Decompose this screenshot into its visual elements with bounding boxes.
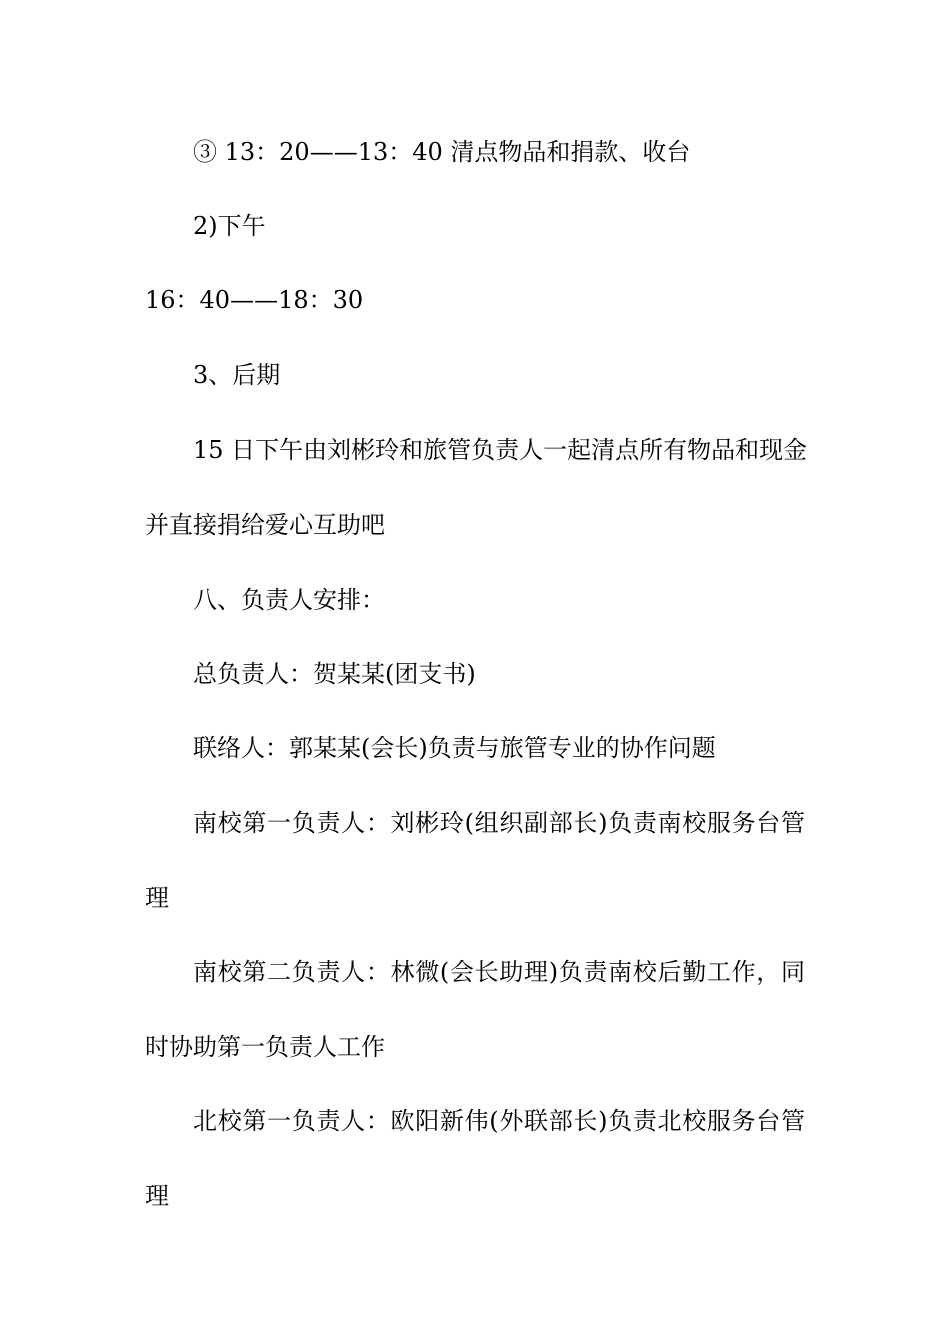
north-first-responsible-line-2: 理 xyxy=(145,1182,169,1210)
south-first-responsible-line-1: 南校第一负责人：刘彬玲(组织副部长)负责南校服务台管 xyxy=(193,809,805,837)
later-paragraph-line-2: 并直接捐给爱心互助吧 xyxy=(145,511,385,539)
schedule-item-cleanup: ③ 13：20——13：40 清点物品和捐款、收台 xyxy=(193,138,691,166)
north-first-responsible-line-1: 北校第一负责人：欧阳新伟(外联部长)负责北校服务台管 xyxy=(193,1107,805,1135)
south-first-responsible-line-2: 理 xyxy=(145,884,169,912)
south-second-responsible-line-2: 时协助第一负责人工作 xyxy=(145,1033,385,1061)
liaison-person: 联络人：郭某某(会长)负责与旅管专业的协作问题 xyxy=(193,734,716,762)
section-responsible-heading: 八、负责人安排： xyxy=(193,586,385,614)
schedule-afternoon-heading: 2)下午 xyxy=(193,212,266,240)
later-paragraph-line-1: 15 日下午由刘彬玲和旅管负责人一起清点所有物品和现金 xyxy=(193,436,808,464)
section-later-heading: 3、后期 xyxy=(193,361,281,389)
schedule-afternoon-time: 16：40——18：30 xyxy=(145,286,364,314)
south-second-responsible-line-1: 南校第二负责人：林微(会长助理)负责南校后勤工作，同 xyxy=(193,958,805,986)
chief-responsible: 总负责人：贺某某(团支书) xyxy=(193,660,476,688)
